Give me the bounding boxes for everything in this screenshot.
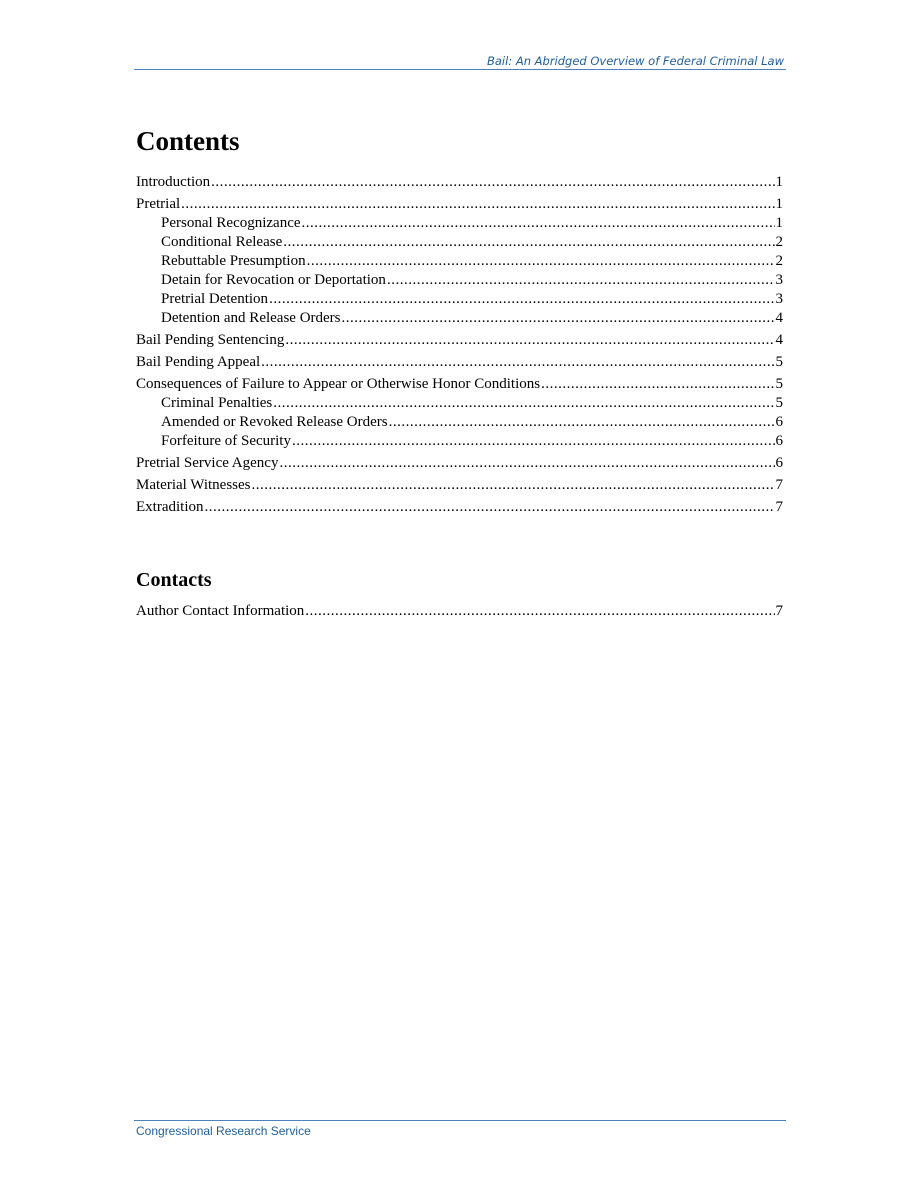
contents-heading: Contents — [136, 126, 240, 156]
running-header-title: Bail: An Abridged Overview of Federal Criminal Law — [486, 54, 784, 68]
dot-leader — [389, 413, 775, 432]
toc-entry[interactable] — [136, 331, 783, 350]
toc-entry-page-number: 6 — [775, 455, 783, 471]
toc-entry-label[interactable]: Pretrial Service Agency — [136, 455, 279, 471]
dot-leader — [279, 454, 774, 473]
toc-entry-page-number: 1 — [775, 174, 783, 190]
toc-entry-label[interactable]: Conditional Release — [161, 234, 283, 250]
dot-leader — [387, 271, 775, 290]
footer-organization: Congressional Research Service — [136, 1124, 311, 1138]
table-of-contents — [136, 173, 783, 517]
toc-entry-page-number: 1 — [775, 196, 783, 212]
toc-entry-label[interactable]: Pretrial — [136, 196, 181, 212]
toc-entry-label[interactable]: Detention and Release Orders — [161, 310, 341, 326]
toc-entry-label[interactable]: Detain for Revocation or Deportation — [161, 272, 386, 288]
toc-entry-label[interactable]: Pretrial Detention — [161, 291, 269, 307]
dot-leader — [342, 309, 775, 328]
toc-entry-label[interactable]: Forfeiture of Security — [161, 433, 291, 449]
dot-leader — [541, 375, 774, 394]
dot-leader — [269, 290, 774, 309]
toc-entry[interactable] — [136, 195, 783, 214]
toc-entry-label[interactable]: Author Contact Information — [136, 603, 305, 619]
dot-leader — [205, 498, 775, 517]
toc-entry-label[interactable]: Personal Recognizance — [161, 215, 301, 231]
toc-entry-page-number: 7 — [775, 477, 783, 493]
toc-entry-page-number: 3 — [775, 291, 783, 307]
dot-leader — [252, 476, 775, 495]
toc-entry-page-number: 5 — [775, 376, 783, 392]
dot-leader — [305, 602, 774, 621]
dot-leader — [261, 353, 774, 372]
toc-entry[interactable] — [136, 214, 783, 233]
dot-leader — [273, 394, 774, 413]
toc-entry-label[interactable]: Bail Pending Sentencing — [136, 332, 285, 348]
toc-entry[interactable] — [136, 454, 783, 473]
toc-entry-page-number: 4 — [775, 310, 783, 326]
toc-entry-page-number: 3 — [775, 272, 783, 288]
running-footer — [134, 1120, 786, 1139]
dot-leader — [302, 214, 775, 233]
contacts-list — [136, 602, 783, 621]
toc-entry[interactable] — [136, 413, 783, 432]
toc-entry-page-number: 4 — [775, 332, 783, 348]
toc-entry[interactable] — [136, 602, 783, 621]
toc-entry-page-number: 7 — [775, 499, 783, 515]
toc-entry[interactable] — [136, 353, 783, 372]
dot-leader — [181, 195, 774, 214]
toc-entry-page-number: 5 — [775, 395, 783, 411]
toc-entry[interactable] — [136, 375, 783, 394]
toc-entry[interactable] — [136, 252, 783, 271]
dot-leader — [307, 252, 775, 271]
toc-entry[interactable] — [136, 290, 783, 309]
toc-entry-label[interactable]: Amended or Revoked Release Orders — [161, 414, 388, 430]
toc-entry-label[interactable]: Rebuttable Presumption — [161, 253, 306, 269]
toc-entry-label[interactable]: Introduction — [136, 174, 211, 190]
toc-entry-label[interactable]: Criminal Penalties — [161, 395, 273, 411]
dot-leader — [283, 233, 774, 252]
toc-entry-page-number: 2 — [775, 234, 783, 250]
toc-entry[interactable] — [136, 394, 783, 413]
toc-entry-label[interactable]: Material Witnesses — [136, 477, 251, 493]
running-header — [134, 54, 786, 70]
toc-entry-label[interactable]: Bail Pending Appeal — [136, 354, 261, 370]
toc-entry-page-number: 6 — [775, 414, 783, 430]
toc-entry[interactable] — [136, 432, 783, 451]
toc-entry[interactable] — [136, 173, 783, 192]
toc-entry-page-number: 7 — [775, 603, 783, 619]
contacts-heading: Contacts — [136, 569, 212, 591]
toc-entry[interactable] — [136, 309, 783, 328]
toc-entry-page-number: 6 — [775, 433, 783, 449]
toc-entry[interactable] — [136, 498, 783, 517]
toc-entry-page-number: 5 — [775, 354, 783, 370]
dot-leader — [285, 331, 774, 350]
toc-entry-label[interactable]: Extradition — [136, 499, 204, 515]
toc-entry-page-number: 2 — [775, 253, 783, 269]
dot-leader — [211, 173, 774, 192]
toc-entry[interactable] — [136, 271, 783, 290]
toc-entry[interactable] — [136, 476, 783, 495]
toc-entry-page-number: 1 — [775, 215, 783, 231]
toc-entry-label[interactable]: Consequences of Failure to Appear or Otherwise Honor Conditions — [136, 376, 541, 392]
dot-leader — [292, 432, 775, 451]
toc-entry[interactable] — [136, 233, 783, 252]
